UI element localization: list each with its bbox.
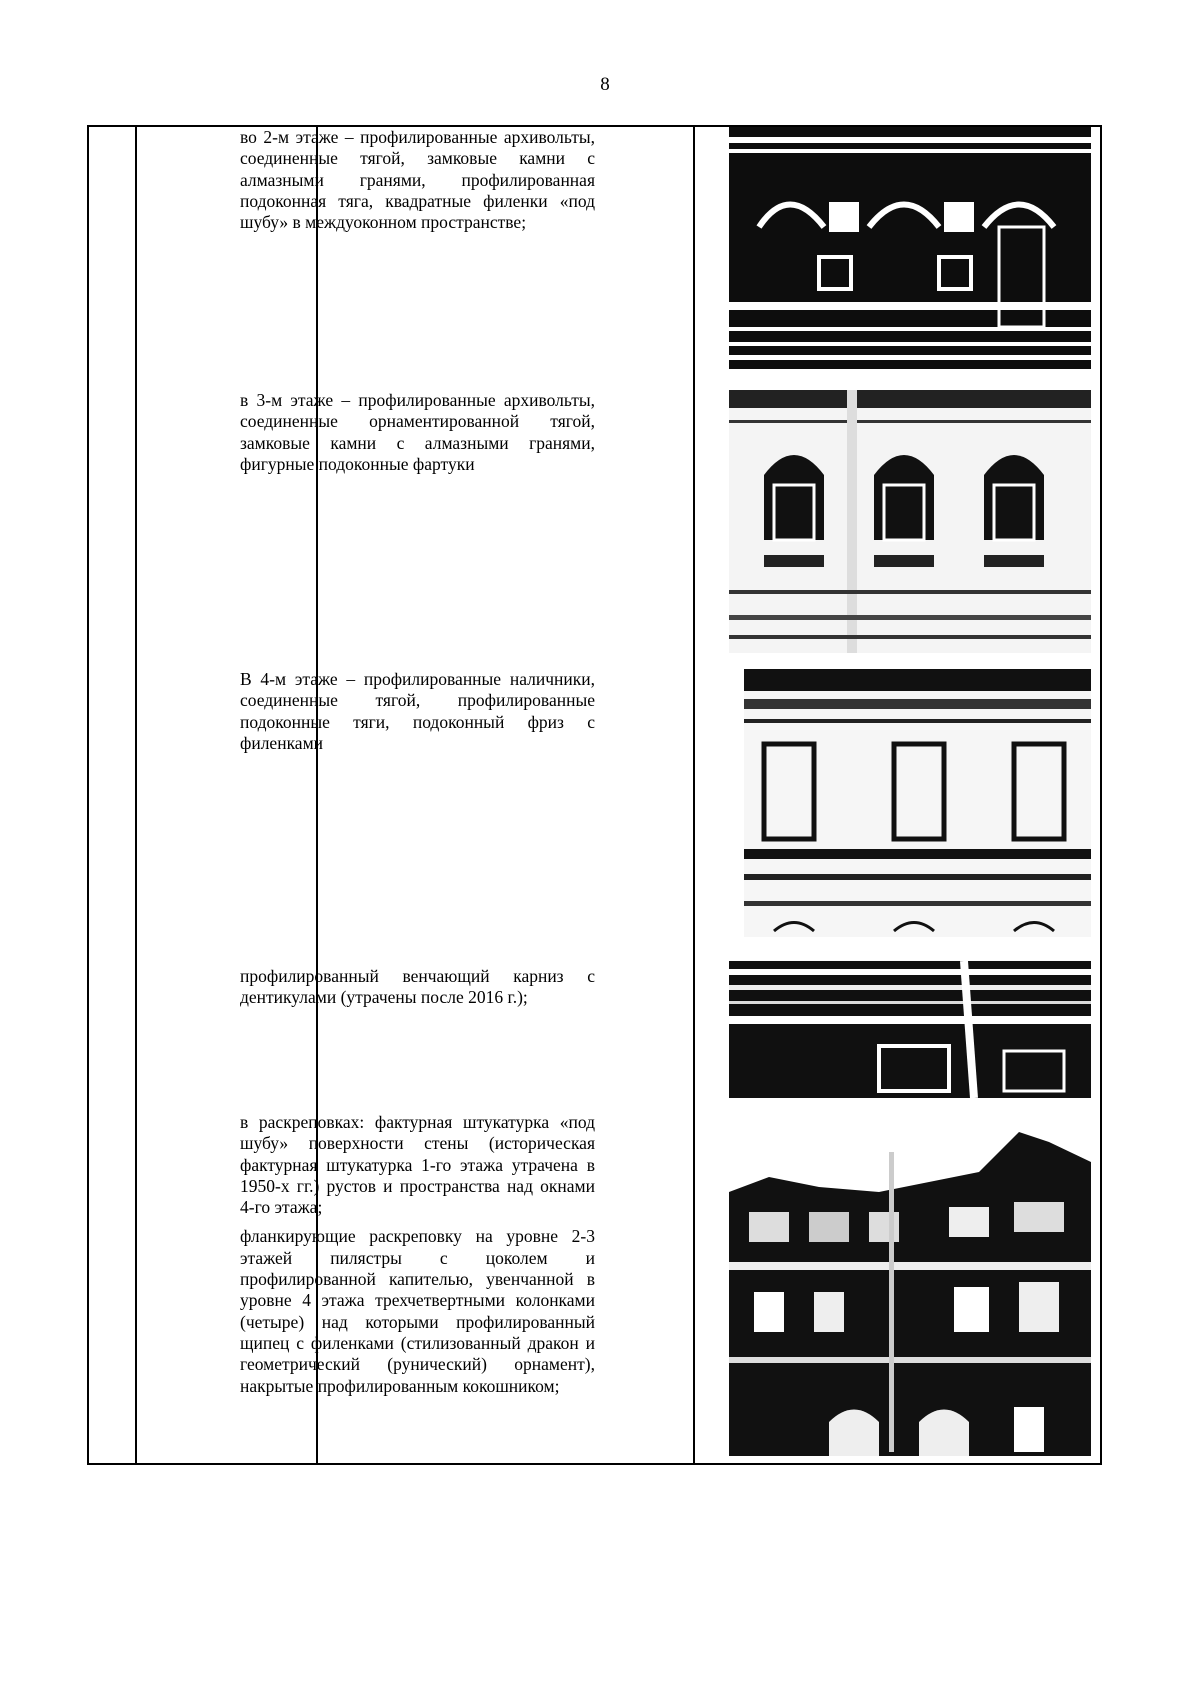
facade-photo-4th-floor — [744, 669, 1091, 937]
element-description: В 4-м этаже – профилированные наличники, соединенные тягой, профилированные подоконные тяги, подоконный фриз с филенками — [240, 669, 595, 753]
page-number: 8 — [600, 74, 610, 95]
element-description: в 3-м этаже – профилированные архивольты, соединенные орнаментированной тягой, замковые камни с алмазными гранями, фигурные подоконные фартуки — [240, 390, 595, 474]
element-description: в раскреповках: фактурная штукатурка «под шубу» поверхности стены (историческая фактурная штукатурка 1-го этажа утрачена в 1950-х гг.) рустов и пространства над окнами 4-го этажа; — [240, 1112, 595, 1218]
table-row — [240, 1112, 595, 1405]
element-description: фланкирующие раскреповку на уровне 2-3 этажей пилястры с цоколем и профилированной капителью, увенчанной в уровне 4 этажа трехчетвертными колонками (четыре) над которыми профилированный щипец с филенками (стилизованный дракон и геометрический (рунический) орнамент), накрытые профилированным кокошником; — [240, 1226, 595, 1396]
element-description: во 2-м этаже – профилированные архивольты, соединенные тягой, замковые камни с алмазными гранями, профилированная подоконная тяга, квадратные филенки «под шубу» в междуоконном пространстве; — [240, 127, 595, 233]
facade-photo-projection — [729, 1132, 1091, 1456]
element-description: профилированный венчающий карниз с дентикулами (утрачены после 2016 г.); — [240, 966, 595, 1008]
table-row — [240, 127, 595, 241]
facade-photo-cornice — [729, 961, 1091, 1098]
column-divider — [693, 127, 695, 1463]
facade-photo-3rd-floor — [729, 390, 1091, 653]
column-divider — [135, 127, 137, 1463]
facade-photo-2nd-floor — [729, 127, 1091, 369]
table-row — [240, 966, 595, 1017]
table-row — [240, 390, 595, 483]
table-row — [240, 669, 595, 762]
